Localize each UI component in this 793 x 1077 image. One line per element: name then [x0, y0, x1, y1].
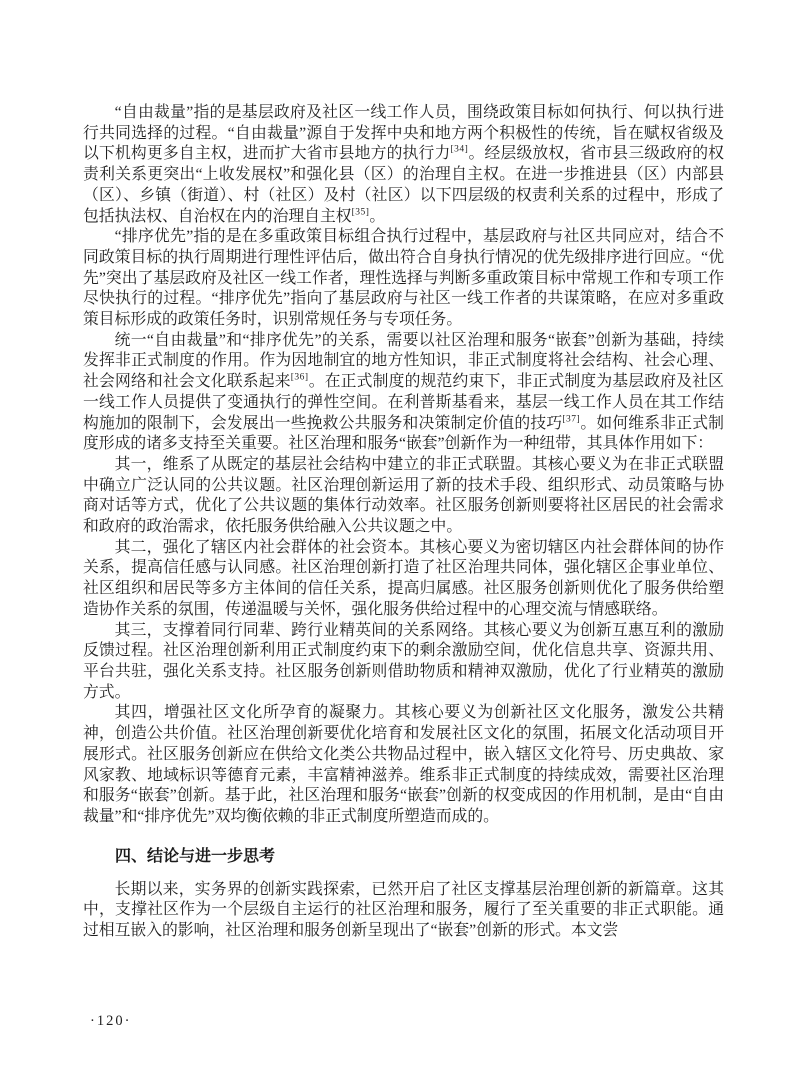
paragraph-conclusion [83, 880, 724, 942]
paragraph-text: “排序优先”指的是在多重政策目标组合执行过程中，基层政府与社区共同应对，结合不同政策目标的执行周期进行理性评估后，做出符合自身执行情况的优先级排序进行回应。“优先”突出了基层政府及社区一线工作者，理性选择与判断多重政策目标中常规工作和专项工作尽快执行的过程。“排序优先”指向了基层政府与社区一线工作者的共谋策略，在应对多重政策目标形成的政策任务时，识别常规任务与专项任务。 [83, 228, 724, 329]
paragraph-text: 其三，支撑着同行同辈、跨行业精英间的关系网络。其核心要义为创新互惠互利的激励反馈过程。社区治理创新利用正式制度约束下的剩余激励空间，优化信息共享、资源共用、平台共驻，强化关系支持。社区服务创新则借助物质和精神双激励，优化了行业精英的激励方式。 [83, 621, 724, 701]
paragraph-informal-institutions [83, 331, 724, 455]
paragraph-point-three [83, 621, 724, 704]
paragraph-text: “自由裁量”指的是基层政府及社区一线工作人员，围绕政策目标如何执行、何以执行进行共同选择的过程。“自由裁量”源自于发挥中央和地方两个积极性的传统，旨在赋权省级及以下机构更多自主权，进而扩大省市县地方的执行力 [83, 104, 724, 163]
section-heading: 四、结论与进一步思考 [115, 847, 276, 865]
paragraph-text: 。如何维系非正式制度形成的诸多支持至关重要。社区治理和服务“嵌套”创新作为一种纽带，其具体作用如下： [83, 414, 724, 453]
paragraph-free-discretion [83, 103, 724, 227]
paragraph-point-four [83, 703, 724, 827]
page-number: ·120· [90, 1013, 132, 1029]
paragraph-text: 。 [369, 207, 386, 225]
paragraph-text: 统一“自由裁量”和“排序优先”的关系，需要以社区治理和服务“嵌套”创新为基础，持续发挥非正式制度的作用。作为因地制宜的地方性知识，非正式制度将社会结构、社会心理、社会网络和社会文化联系起来 [83, 331, 724, 391]
footnote-ref-37: [37] [562, 414, 581, 425]
paragraph-priority-ordering [83, 227, 724, 331]
paragraph-point-two [83, 538, 724, 621]
paragraph-text: 其四，增强社区文化所孕育的凝聚力。其核心要义为创新社区文化服务，激发公共精神，创造公共价值。社区治理创新要优化培育和发展社区文化的氛围，拓展文化活动项目开展形式。社区服务创新应在供给文化类公共物品过程中，嵌入辖区文化符号、历史典故、家风家教、地域标识等德育元素，丰富精神滋养。维系非正式制度的持续成效，需要社区治理和服务“嵌套”创新。基于此，社区治理和服务“嵌套”创新的权变成因的作用机制，是由“自由裁量”和“排序优先”双均衡依赖的非正式制度所塑造而成的。 [83, 704, 724, 825]
footnote-ref-36: [36] [290, 372, 309, 383]
paragraph-text: 。经层级放权，省市县三级政府的权责利关系更突出“上收发展权”和强化县（区）的治理自主权。在进一步推进县（区）内部县（区）、乡镇（街道）、村（社区）及村（社区）以下四层级的权责利关系的过程中，形成了包括执法权、自治权在内的治理自主权 [83, 145, 724, 225]
paragraph-text: 其二，强化了辖区内社会群体的社会资本。其核心要义为密切辖区内社会群体间的协作关系，提高信任感与认同感。社区治理创新打造了社区治理共同体，强化辖区企事业单位、社区组织和居民等多方主体间的信任关系，提高归属感。社区服务创新则优化了服务供给塑造协作关系的氛围，传递温暖与关怀，强化服务供给过程中的心理交流与情感联络。 [83, 538, 724, 618]
paragraph-point-one [83, 455, 724, 538]
page-content [83, 103, 724, 942]
footnote-ref-34: [34] [450, 145, 469, 156]
paragraph-text: 。在正式制度的规范约束下，非正式制度为基层政府及社区一线工作人员提供了变通执行的弹性空间。在利普斯基看来，基层一线工作人员在其工作结构施加的限制下，会发展出一些挽救公共服务和决策制定价值的技巧 [83, 373, 724, 432]
footnote-ref-35: [35] [351, 207, 370, 218]
paragraph-text: 长期以来，实务界的创新实践探索，已然开启了社区支撑基层治理创新的新篇章。这其中，支撑社区作为一个层级自主运行的社区治理和服务，履行了至关重要的非正式职能。通过相互嵌入的影响，社区治理和服务创新呈现出了“嵌套”创新的形式。本文尝 [83, 880, 724, 940]
paragraph-text: 其一，维系了从既定的基层社会结构中建立的非正式联盟。其核心要义为在非正式联盟中确立广泛认同的公共议题。社区治理创新运用了新的技术手段、组织形式、动员策略与协商对话等方式，优化了公共议题的集体行动效率。社区服务创新则要将社区居民的社会需求和政府的政治需求，依托服务供给融入公共议题之中。 [83, 455, 724, 536]
